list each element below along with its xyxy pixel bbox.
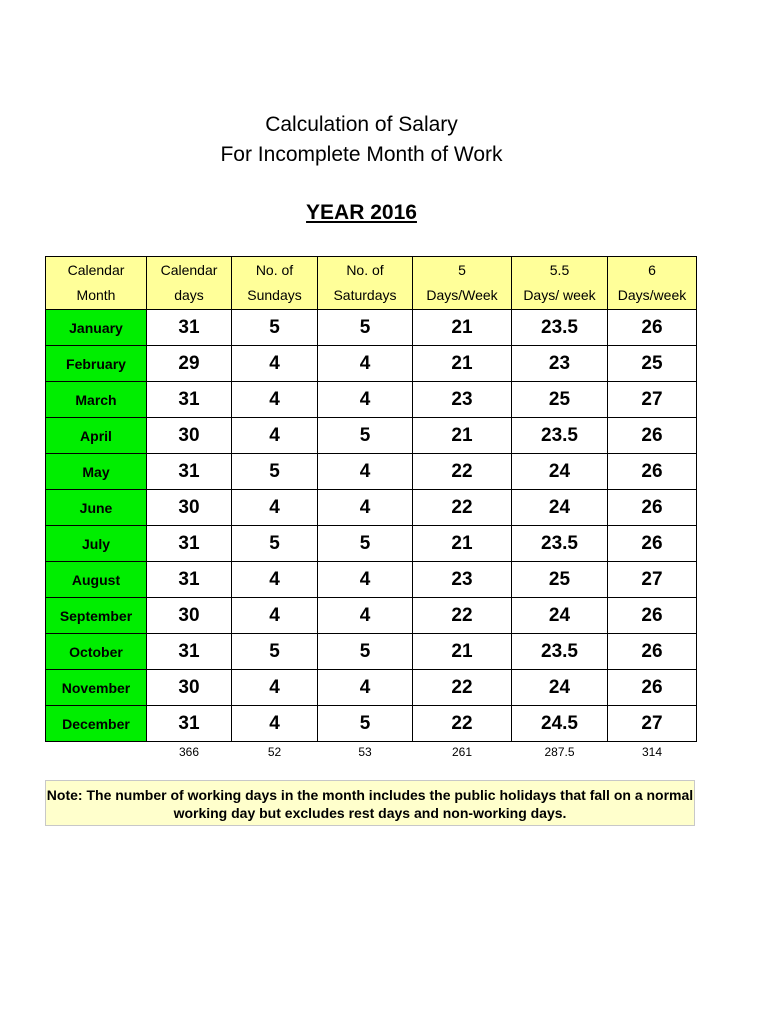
value-cell-d55: 24 [512, 598, 608, 634]
total-5-5-days-week: 287.5 [544, 745, 575, 759]
value-cell-saturdays: 5 [318, 418, 413, 454]
value-cell-d6: 26 [608, 670, 697, 706]
value-cell-d55: 23.5 [512, 310, 608, 346]
value-cell-saturdays: 4 [318, 346, 413, 382]
header-5-days-week: 5 Days/Week [413, 257, 512, 310]
month-cell: August [46, 562, 147, 598]
value-cell-d55: 23.5 [512, 526, 608, 562]
value-cell-days: 31 [147, 310, 232, 346]
title-line-2: For Incomplete Month of Work [220, 143, 503, 166]
value-cell-sundays: 4 [232, 706, 318, 742]
value-cell-d6: 26 [608, 490, 697, 526]
value-cell-sundays: 4 [232, 490, 318, 526]
value-cell-saturdays: 4 [318, 670, 413, 706]
value-cell-d5: 23 [413, 382, 512, 418]
value-cell-saturdays: 5 [318, 706, 413, 742]
header-sundays: No. of Sundays [232, 257, 318, 310]
total-days: 366 [178, 745, 200, 759]
month-cell: March [46, 382, 147, 418]
header-calendar-days: Calendar days [147, 257, 232, 310]
value-cell-saturdays: 4 [318, 490, 413, 526]
year-heading: YEAR 2016 [306, 201, 417, 224]
value-cell-d5: 21 [413, 634, 512, 670]
table-row [46, 454, 697, 490]
value-cell-sundays: 4 [232, 598, 318, 634]
value-cell-d6: 26 [608, 526, 697, 562]
header-row [46, 257, 697, 310]
value-cell-d6: 26 [608, 418, 697, 454]
month-cell: September [46, 598, 147, 634]
value-cell-saturdays: 4 [318, 562, 413, 598]
value-cell-days: 31 [147, 526, 232, 562]
value-cell-d6: 27 [608, 382, 697, 418]
value-cell-sundays: 4 [232, 346, 318, 382]
value-cell-d55: 23 [512, 346, 608, 382]
value-cell-d5: 21 [413, 526, 512, 562]
value-cell-sundays: 5 [232, 454, 318, 490]
value-cell-d5: 21 [413, 346, 512, 382]
value-cell-days: 31 [147, 382, 232, 418]
total-sundays: 52 [267, 745, 282, 759]
value-cell-d6: 27 [608, 706, 697, 742]
title-line-1: Calculation of Salary [265, 113, 458, 136]
total-5-days-week: 261 [451, 745, 473, 759]
value-cell-d6: 26 [608, 454, 697, 490]
value-cell-sundays: 4 [232, 562, 318, 598]
total-6-days-week: 314 [641, 745, 663, 759]
table-row [46, 634, 697, 670]
note-box: Note: The number of working days in the month includes the public holidays that fall on a normal working day but excludes rest days and non-working days. [45, 780, 695, 826]
value-cell-d55: 25 [512, 562, 608, 598]
value-cell-days: 30 [147, 418, 232, 454]
value-cell-sundays: 4 [232, 418, 318, 454]
month-cell: February [46, 346, 147, 382]
month-cell: July [46, 526, 147, 562]
table-row [46, 598, 697, 634]
value-cell-saturdays: 4 [318, 454, 413, 490]
value-cell-sundays: 4 [232, 382, 318, 418]
header-5-5-days-week: 5.5 Days/ week [512, 257, 608, 310]
value-cell-d6: 26 [608, 634, 697, 670]
value-cell-saturdays: 5 [318, 634, 413, 670]
month-cell: November [46, 670, 147, 706]
value-cell-d5: 22 [413, 598, 512, 634]
header-calendar-month: Calendar Month [46, 257, 147, 310]
month-cell: June [46, 490, 147, 526]
table-row [46, 490, 697, 526]
value-cell-d5: 22 [413, 670, 512, 706]
value-cell-saturdays: 4 [318, 382, 413, 418]
value-cell-sundays: 5 [232, 310, 318, 346]
header-6-days-week: 6 Days/week [608, 257, 697, 310]
value-cell-d6: 26 [608, 310, 697, 346]
value-cell-d55: 24 [512, 454, 608, 490]
value-cell-saturdays: 4 [318, 598, 413, 634]
table-row [46, 526, 697, 562]
value-cell-days: 30 [147, 598, 232, 634]
month-cell: May [46, 454, 147, 490]
value-cell-days: 31 [147, 706, 232, 742]
value-cell-d6: 25 [608, 346, 697, 382]
page-title [0, 110, 723, 170]
table-row [46, 670, 697, 706]
value-cell-days: 30 [147, 490, 232, 526]
value-cell-d55: 23.5 [512, 418, 608, 454]
value-cell-d5: 22 [413, 706, 512, 742]
value-cell-d6: 27 [608, 562, 697, 598]
value-cell-d5: 23 [413, 562, 512, 598]
value-cell-sundays: 4 [232, 670, 318, 706]
table-row [46, 706, 697, 742]
table-row [46, 346, 697, 382]
month-cell: January [46, 310, 147, 346]
value-cell-d55: 24 [512, 670, 608, 706]
value-cell-d5: 22 [413, 454, 512, 490]
total-saturdays: 53 [358, 745, 372, 759]
table-row [46, 382, 697, 418]
salary-table [45, 256, 697, 767]
value-cell-d55: 24 [512, 490, 608, 526]
month-cell: October [46, 634, 147, 670]
value-cell-sundays: 5 [232, 634, 318, 670]
table-row [46, 562, 697, 598]
month-cell: December [46, 706, 147, 742]
value-cell-d6: 26 [608, 598, 697, 634]
value-cell-d55: 23.5 [512, 634, 608, 670]
month-cell: April [46, 418, 147, 454]
totals-row [46, 742, 697, 768]
value-cell-days: 31 [147, 454, 232, 490]
header-saturdays: No. of Saturdays [318, 257, 413, 310]
value-cell-days: 31 [147, 634, 232, 670]
totals-label [46, 742, 147, 768]
value-cell-d55: 24.5 [512, 706, 608, 742]
value-cell-days: 30 [147, 670, 232, 706]
value-cell-days: 29 [147, 346, 232, 382]
value-cell-d5: 21 [413, 310, 512, 346]
value-cell-saturdays: 5 [318, 526, 413, 562]
value-cell-d5: 22 [413, 490, 512, 526]
value-cell-d5: 21 [413, 418, 512, 454]
table-row [46, 310, 697, 346]
value-cell-saturdays: 5 [318, 310, 413, 346]
value-cell-days: 31 [147, 562, 232, 598]
table-row [46, 418, 697, 454]
value-cell-d55: 25 [512, 382, 608, 418]
value-cell-sundays: 5 [232, 526, 318, 562]
